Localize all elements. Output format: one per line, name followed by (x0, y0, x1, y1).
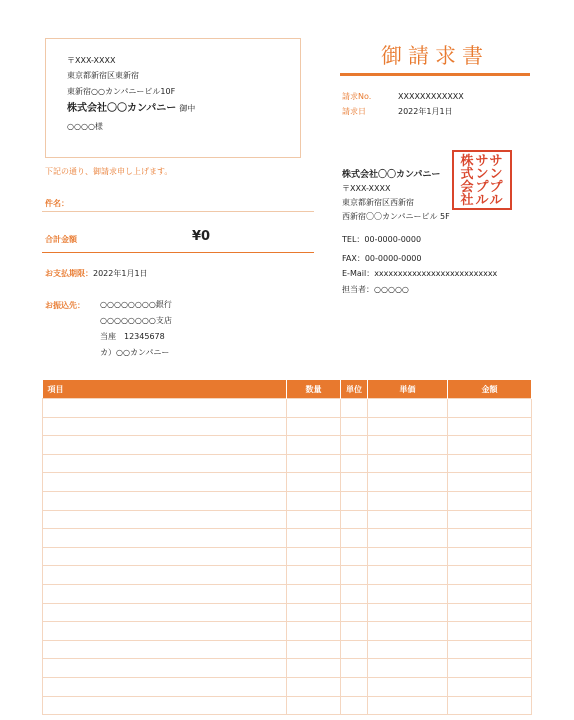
table-cell[interactable] (43, 454, 287, 473)
table-cell[interactable] (341, 510, 368, 529)
table-cell[interactable] (368, 603, 448, 622)
invoice-date-label: 請求日 (342, 107, 366, 116)
document-title: 御請求書 (381, 44, 489, 68)
table-cell[interactable] (368, 584, 448, 603)
table-cell[interactable] (341, 529, 368, 548)
table-cell[interactable] (341, 659, 368, 678)
table-cell[interactable] (43, 603, 287, 622)
table-cell[interactable] (448, 454, 532, 473)
table-cell[interactable] (368, 677, 448, 696)
table-cell[interactable] (341, 491, 368, 510)
table-cell[interactable] (368, 529, 448, 548)
intro-text: 下記の通り、御請求申し上げます。 (45, 167, 173, 176)
table-cell[interactable] (341, 622, 368, 641)
table-cell[interactable] (287, 640, 341, 659)
table-cell[interactable] (448, 659, 532, 678)
table-cell[interactable] (287, 491, 341, 510)
table-body (43, 399, 532, 715)
svg-text:サ: サ (475, 154, 489, 169)
table-cell[interactable] (368, 473, 448, 492)
svg-text:会: 会 (460, 180, 474, 195)
recipient-postal: 〒XXX-XXXX (67, 56, 116, 65)
bank-line-3: 当座 12345678 (100, 332, 165, 341)
due-line (45, 268, 148, 279)
invoice-no: XXXXXXXXXXXX (398, 92, 464, 101)
table-cell[interactable] (368, 417, 448, 436)
subject-rule (42, 211, 314, 212)
table-cell[interactable] (43, 547, 287, 566)
table-row (43, 417, 532, 436)
table-cell[interactable] (368, 622, 448, 641)
table-cell[interactable] (287, 622, 341, 641)
table-row (43, 510, 532, 529)
issuer-tel: TEL：00-0000-0000 (342, 235, 422, 244)
table-cell[interactable] (287, 473, 341, 492)
recipient-address-box (45, 38, 301, 158)
table-row (43, 529, 532, 548)
invoice-no-label: 請求No. (342, 92, 372, 101)
header-item: 項目 (43, 380, 287, 399)
table-cell[interactable] (368, 547, 448, 566)
recipient-honorific: 御中 (179, 104, 196, 113)
issuer-address-1: 東京都新宿区西新宿 (342, 198, 414, 207)
svg-text:株: 株 (460, 154, 474, 169)
table-cell[interactable] (43, 417, 287, 436)
table-row (43, 640, 532, 659)
invoice-date: 2022年1月1日 (398, 107, 453, 116)
table-cell[interactable] (448, 436, 532, 455)
bank-label: お振込先： (45, 301, 85, 310)
recipient-company: 株式会社〇〇カンパニー (67, 103, 177, 114)
table-cell[interactable] (368, 640, 448, 659)
table-cell[interactable] (448, 547, 532, 566)
table-cell[interactable] (341, 547, 368, 566)
table-cell[interactable] (43, 510, 287, 529)
table-cell[interactable] (448, 696, 532, 715)
table-row (43, 677, 532, 696)
table-cell[interactable] (43, 640, 287, 659)
table-cell[interactable] (448, 603, 532, 622)
table-cell[interactable] (341, 417, 368, 436)
issuer-contact: 担当者：○○○○○ (342, 285, 409, 294)
table-cell[interactable] (368, 659, 448, 678)
svg-text:社: 社 (460, 193, 474, 208)
table-row (43, 436, 532, 455)
issuer-company: 株式会社〇〇カンパニー (342, 170, 441, 180)
table-cell[interactable] (341, 454, 368, 473)
table-cell[interactable] (287, 696, 341, 715)
table-cell[interactable] (341, 399, 368, 418)
table-row (43, 454, 532, 473)
recipient-address-1: 東京都新宿区東新宿 (67, 71, 139, 80)
table-row (43, 696, 532, 715)
table-cell[interactable] (287, 677, 341, 696)
header-amount: 金額 (448, 380, 532, 399)
table-row (43, 399, 532, 418)
header-quantity: 数量 (287, 380, 341, 399)
svg-text:サ: サ (489, 154, 503, 169)
table-cell[interactable] (287, 659, 341, 678)
table-cell[interactable] (43, 584, 287, 603)
svg-text:ン: ン (475, 167, 489, 182)
table-row (43, 473, 532, 492)
svg-text:プ: プ (489, 180, 503, 195)
table-cell[interactable] (341, 640, 368, 659)
table-cell[interactable] (341, 566, 368, 585)
table-cell[interactable] (448, 677, 532, 696)
table-cell[interactable] (43, 436, 287, 455)
table-cell[interactable] (341, 603, 368, 622)
table-row (43, 622, 532, 641)
table-cell[interactable] (448, 473, 532, 492)
table-row (43, 566, 532, 585)
table-row (43, 659, 532, 678)
table-cell[interactable] (448, 491, 532, 510)
table-cell[interactable] (287, 417, 341, 436)
svg-text:ル: ル (489, 193, 503, 208)
issuer-address-2: 西新宿〇〇カンパニービル 5F (342, 212, 450, 221)
total-label: 合計金額 (45, 235, 77, 244)
table-row (43, 584, 532, 603)
recipient-company-line (67, 102, 195, 115)
total-amount: ¥0 (192, 229, 211, 244)
table-cell[interactable] (448, 622, 532, 641)
table-cell[interactable] (368, 491, 448, 510)
table-cell[interactable] (43, 566, 287, 585)
table-cell[interactable] (43, 491, 287, 510)
table-cell[interactable] (368, 454, 448, 473)
table-row (43, 491, 532, 510)
issuer-email: E-Mail：xxxxxxxxxxxxxxxxxxxxxxxxxx (342, 269, 498, 278)
table-header-row (43, 380, 532, 399)
table-cell[interactable] (287, 454, 341, 473)
table-cell[interactable] (287, 584, 341, 603)
header-unit: 単位 (341, 380, 368, 399)
table-cell[interactable] (448, 529, 532, 548)
table-cell[interactable] (287, 547, 341, 566)
table-cell[interactable] (448, 640, 532, 659)
table-cell[interactable] (43, 473, 287, 492)
company-seal-icon (454, 152, 510, 208)
header-unit-price: 単価 (368, 380, 448, 399)
svg-text:ン: ン (489, 167, 503, 182)
issuer-postal: 〒XXX-XXXX (342, 184, 391, 193)
table-cell[interactable] (341, 696, 368, 715)
title-underline (340, 73, 530, 76)
table-cell[interactable] (287, 566, 341, 585)
table-cell[interactable] (448, 584, 532, 603)
table-cell[interactable] (287, 603, 341, 622)
table-cell[interactable] (368, 566, 448, 585)
svg-text:ル: ル (475, 193, 489, 208)
table-cell[interactable] (287, 510, 341, 529)
table-cell[interactable] (287, 399, 341, 418)
table-cell[interactable] (448, 566, 532, 585)
due-label: お支払期限： (45, 269, 93, 278)
table-cell[interactable] (43, 677, 287, 696)
issuer-fax: FAX：00-0000-0000 (342, 254, 422, 263)
bank-line-1: ○○○○○○○○銀行 (100, 300, 172, 309)
table-row (43, 603, 532, 622)
table-cell[interactable] (341, 473, 368, 492)
bank-line-4: カ）○○カンパニー (100, 348, 170, 357)
recipient-person: ○○○○様 (67, 122, 103, 131)
line-items-table (42, 380, 532, 715)
table-cell[interactable] (287, 436, 341, 455)
table-cell[interactable] (287, 529, 341, 548)
table-cell[interactable] (341, 584, 368, 603)
table-cell[interactable] (43, 529, 287, 548)
due-date: 2022年1月1日 (93, 269, 148, 278)
svg-text:プ: プ (475, 180, 489, 195)
table-row (43, 547, 532, 566)
table-cell[interactable] (43, 622, 287, 641)
table-cell[interactable] (341, 436, 368, 455)
table-cell[interactable] (43, 659, 287, 678)
table-cell[interactable] (368, 436, 448, 455)
table-cell[interactable] (368, 399, 448, 418)
table-cell[interactable] (43, 399, 287, 418)
table-cell[interactable] (448, 510, 532, 529)
table-cell[interactable] (368, 510, 448, 529)
recipient-address-2: 東新宿○○カンパニービル10F (67, 87, 176, 96)
table-cell[interactable] (43, 696, 287, 715)
bank-line-2: ○○○○○○○○支店 (100, 316, 172, 325)
table-cell[interactable] (448, 417, 532, 436)
total-rule (42, 252, 314, 253)
svg-text:式: 式 (460, 167, 474, 182)
table-cell[interactable] (368, 696, 448, 715)
table-cell[interactable] (448, 399, 532, 418)
company-seal-stamp (452, 150, 512, 210)
table-cell[interactable] (341, 677, 368, 696)
subject-label: 件名： (45, 199, 69, 208)
